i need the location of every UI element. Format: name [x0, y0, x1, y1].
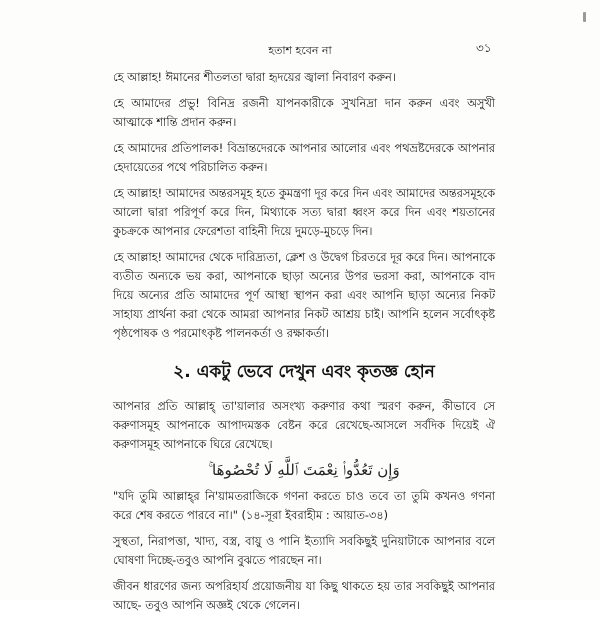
arabic-verse: وَإِن تَعُدُّوا۟ نِعْمَتَ ٱللَّهِ لَا تُحْصُوهَا ۚ: [208, 461, 400, 479]
page-mark: [583, 12, 586, 22]
verse-translation: "যদি তুমি আল্লাহ্‌র নি'য়ামতরাজিকে গণনা করতে চাও তবে তা তুমি কখনও গণনা করে শেষ করতে পারবে না।" (১৪-সূরা ইবরাহীম : আয়াত-৩৪): [113, 490, 495, 522]
closing-paragraph: জীবন ধারণের জন্য অপরিহার্য প্রয়োজনীয় যা কিছু থাকতে হয় তার সবকিছুই আপনার আছে- তবুও আপনি অজ্ঞই থেকে গেলেন।: [113, 580, 495, 612]
page-number: ৩১: [476, 41, 492, 55]
section-heading: ২. একটু ভেবে দেখুন এবং কৃতজ্ঞ হোন: [173, 362, 435, 382]
closing-paragraph: সুস্থতা, নিরাপত্তা, খাদ্য, বস্ত্র, বায়ু ও পানি ইত্যাদি সবকিছুই দুনিয়াটাকে আপনার বলে ঘোষণা দিচ্ছে-তবুও আপনি বুঝতে পারছেন না।: [113, 535, 495, 567]
paragraph: হে আল্লাহ! আমাদের থেকে দারিদ্র্যতা, ক্লেশ ও উদ্বেগ চিরতরে দূর করে দিন। আপনাকে ব্যতীত অন্যকে ভয় করা, আপনাকে ছাড়া অন্যের উপর ভরসা করা, আপনাকে বাদ দিয়ে অন্যের প্রতি আমাদের পূর্ণ আস্থা স্থাপন করা এবং আপনি ছাড়া অন্যের নিকট সাহায্য প্রার্থনা করা থেকে আমরা আপনার নিকট আশ্রয় চাই। আপনি হলেন সর্বোৎকৃষ্ট পৃষ্ঠপোষক ও পরমোৎকৃষ্ট পালনকর্তা ও রক্ষাকর্তা।: [113, 251, 495, 340]
paragraph: হে আমাদের প্রভু! বিনিদ্র রজনী যাপনকারীকে সুখনিদ্রা দান করুন এবং অসুখী আত্মাকে শান্তি প্রদান করুন।: [113, 97, 495, 129]
paragraph: হে আল্লাহ! ঈমানের শীতলতা দ্বারা হৃদয়ের জ্বালা নিবারণ করুন।: [113, 71, 396, 84]
paragraph: হে আমাদের প্রতিপালক! বিভ্রান্তদেরকে আপনার আলোর এবং পথভ্রষ্টদেরকে আপনার হেদায়েতের পথে পরিচালিত করুন।: [113, 142, 495, 174]
paragraph: হে আল্লাহ! আমাদের অন্তরসমূহ হতে কুমন্ত্রণা দূর করে দিন এবং আমাদের অন্তরসমূহকে আলো দ্বারা পরিপূর্ণ করে দিন, মিথ্যাকে সত্য দ্বারা ধ্বংস করে দিন এবং শয়তানের কুচক্রকে আপনার ফেরেশতা বাহিনী দিয়ে দুমড়ে-মুচড়ে দিন।: [113, 187, 495, 238]
section-paragraph: আপনার প্রতি আল্লাহ্ তা'য়ালার অসংখ্য করুণার কথা স্মরণ করুন, কীভাবে সে করুণাসমূহ আপনাকে আপাদমস্তক বেষ্টন করে রেখেছে-আসলে সর্বদিক দিয়েই ঐ করুণাসমূহ আপনাকে ঘিরে রেখেছে।: [113, 400, 495, 451]
running-head: হতাশ হবেন না: [268, 44, 332, 57]
page-body: [113, 68, 495, 622]
